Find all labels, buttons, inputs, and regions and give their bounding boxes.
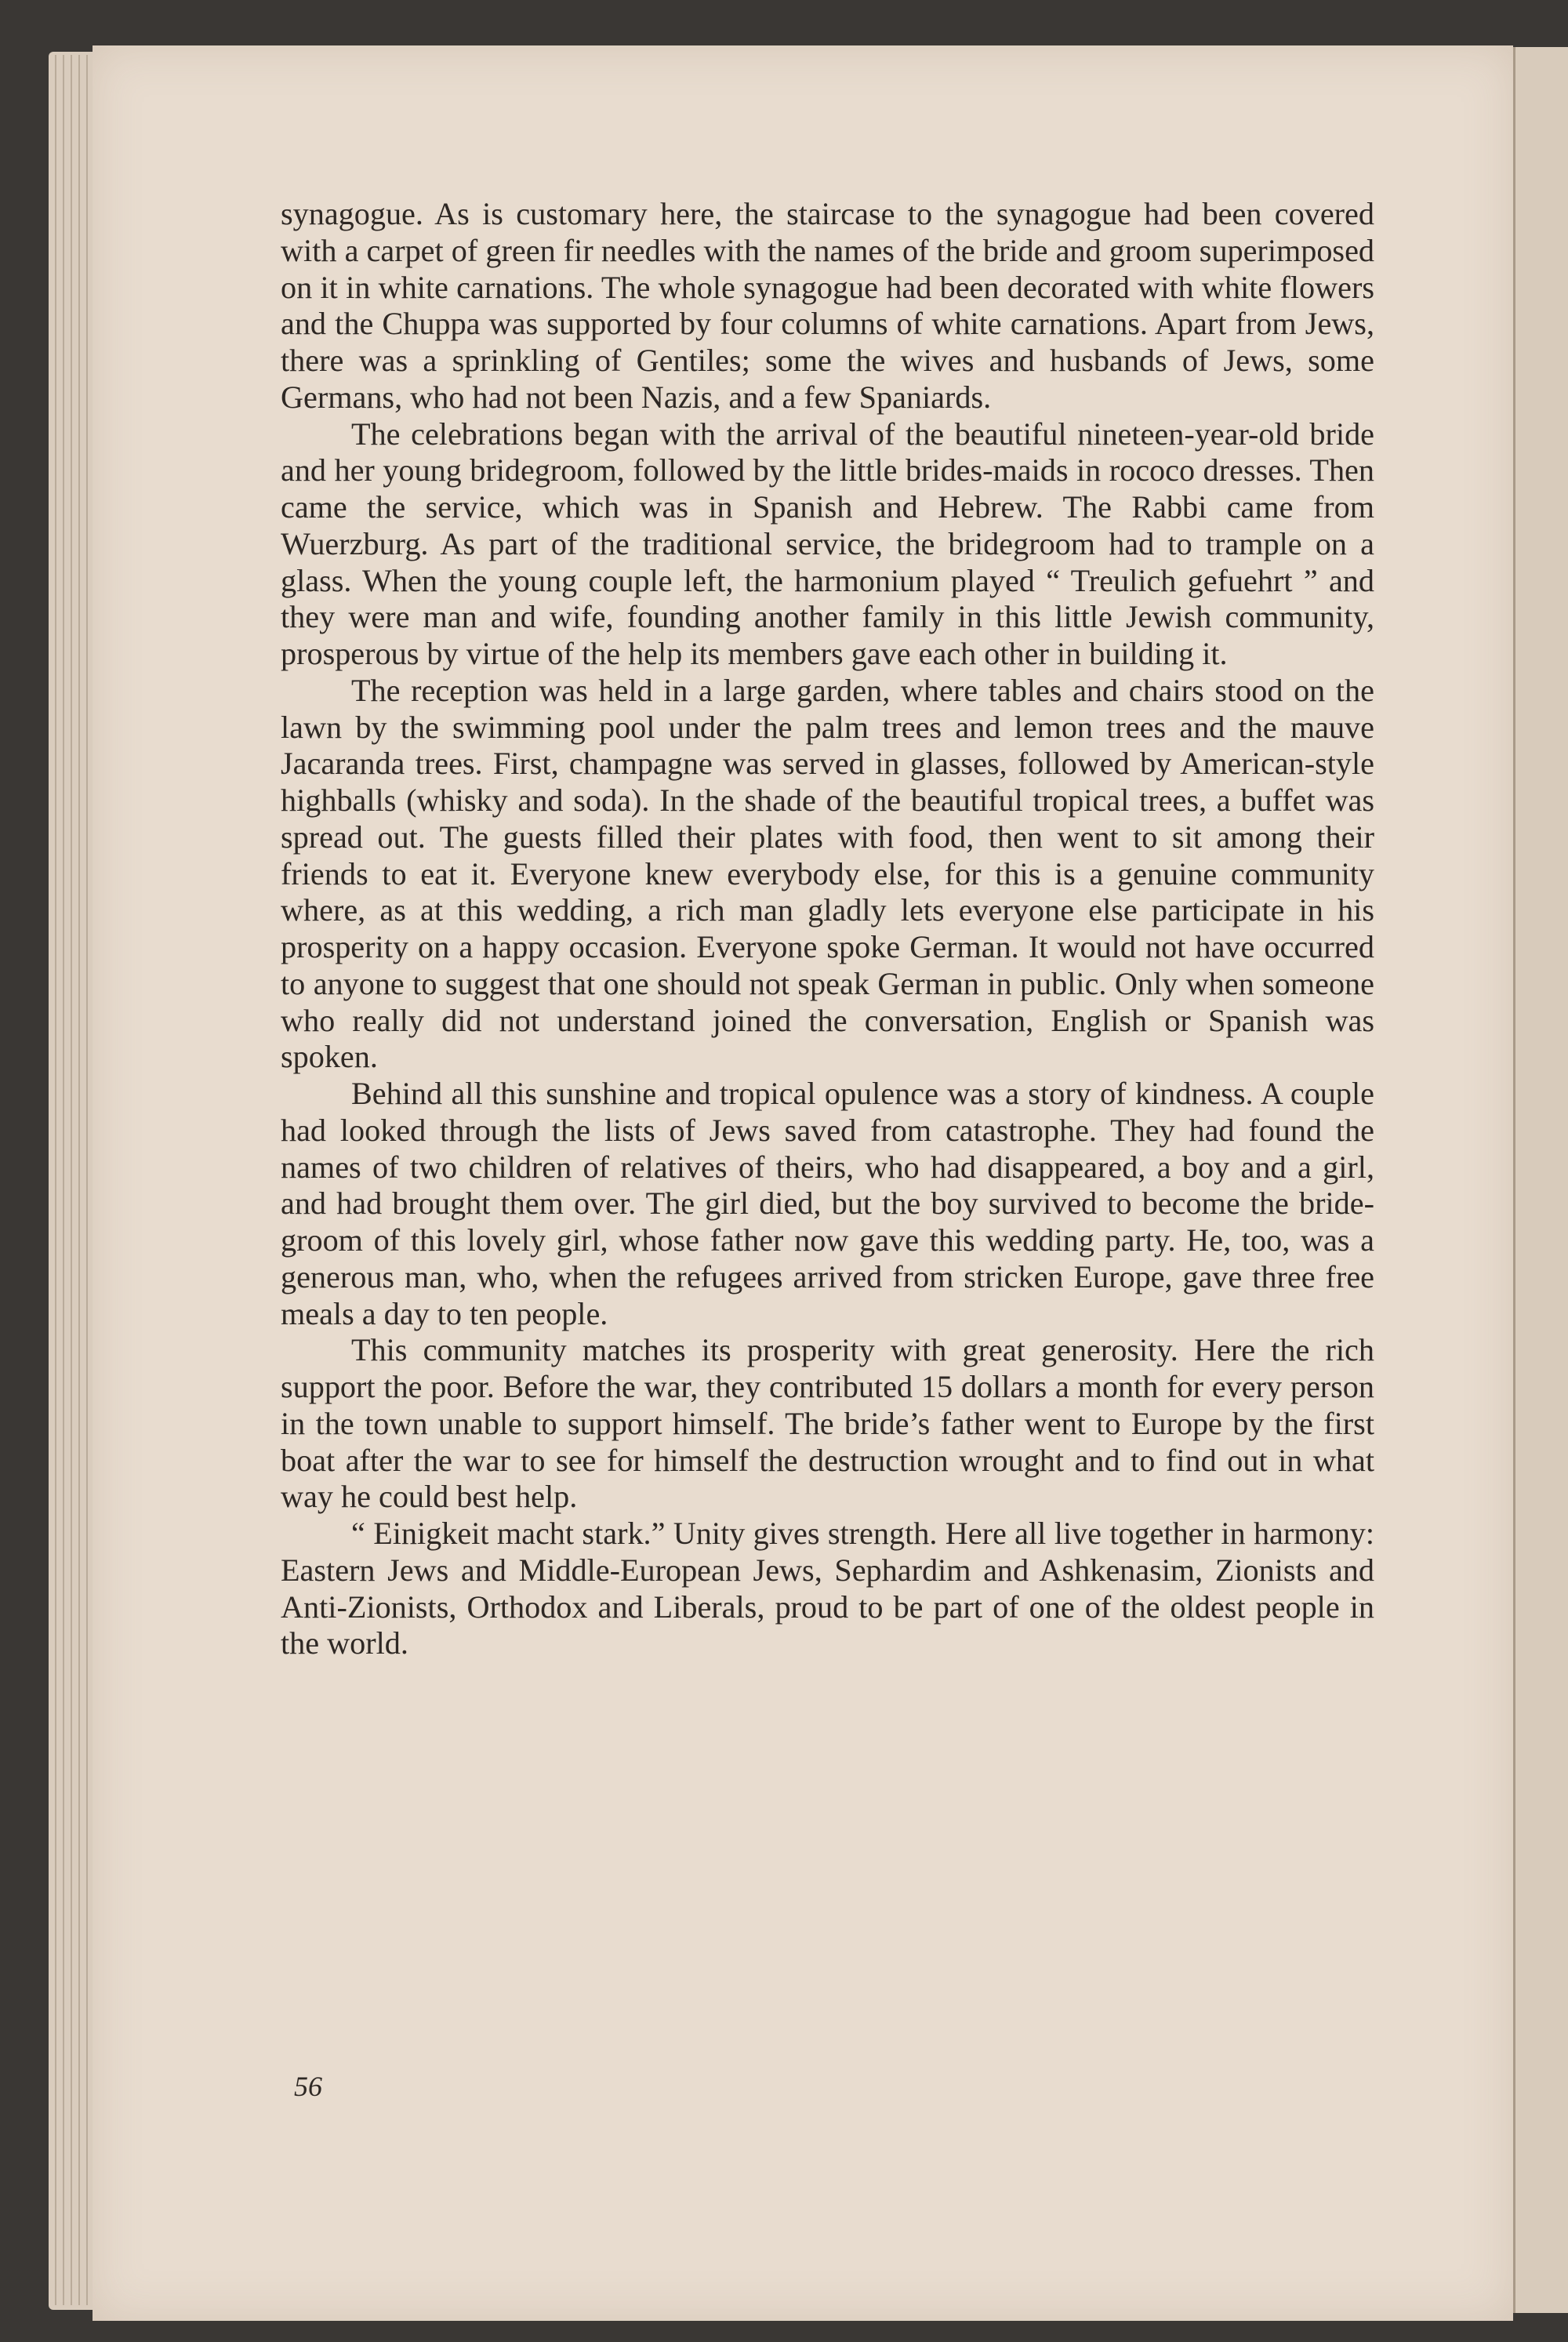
paragraph: The celebrations began with the arrival of the beautiful nineteen-year-old bride and her young bridegroom, followed by the little brides-maids in rococo dresses. Then came the service, which was in Spanish and Hebrew. The Rabbi came from Wuerzburg. As part of the traditional service, the bridegroom had to trample on a glass. When the young couple left, the harmonium played “ Treulich gefuehrt ” and they were man and wife, founding another family in this little Jewish community, prosperous by virtue of the help its members gave each other in building it. [281, 416, 1374, 671]
page-number: 56 [294, 2071, 322, 2102]
facing-page-edge [1513, 47, 1568, 2313]
paragraph: “ Einigkeit macht stark.” Unity gives strength. Here all live together in harmony: Eastern Jews and Middle-European Jews, Sephardim and Ashkenasim, Zionists and Anti-Zionists, Orthodox and Liberals, proud to be part of one of the oldest people in the world. [281, 1516, 1374, 1661]
paragraph: The reception was held in a large garden, where tables and chairs stood on the lawn by the swimming pool under the palm trees and lemon trees and the mauve Jacaranda trees. First, champagne was served in glasses, followed by American-style highballs (whisky and soda). In the shade of the beautiful tropical trees, a buffet was spread out. The guests filled their plates with food, then went to sit among their friends to eat it. Everyone knew everybody else, for this is a genuine community where, as at this wedding, a rich man gladly lets everyone else participate in his prosperity on a happy occasion. Everyone spoke German. It would not have occurred to anyone to suggest that one should not speak German in public. Only when someone who really did not understand joined the conversation, English or Spanish was spoken. [281, 672, 1374, 1075]
page-edge [71, 55, 72, 2305]
paragraph: synagogue. As is customary here, the staircase to the synagogue had been covered with a carpet of green fir needles with the names of the bride and groom superimposed on it in white carnations. The whole synagogue had been decorated with white flowers and the Chuppa was supported by four columns of white carnations. Apart from Jews, there was a sprinkling of Gentiles; some the wives and husbands of Jews, some Germans, who had not been Nazis, and a few Spaniards. [281, 196, 1374, 415]
page-edge [55, 55, 56, 2305]
page-edge [78, 55, 80, 2305]
page-edge [86, 55, 88, 2305]
body-text [281, 196, 1374, 1662]
page-edge [63, 55, 64, 2305]
paragraph: Behind all this sunshine and tropical opulence was a story of kindness. A couple had looked through the lists of Jews saved from catastrophe. They had found the names of two children of relatives of theirs, who had disappeared, a boy and a girl, and had brought them over. The girl died, but the boy survived to become the bride-groom of this lovely girl, whose father now gave this wedding party. He, too, was a generous man, who, when the refugees arrived from stricken Europe, gave three free meals a day to ten people. [281, 1076, 1374, 1331]
paragraph: This community matches its prosperity with great generosity. Here the rich support the poor. Before the war, they contributed 15 dollars a month for every person in the town unable to support himself. The bride’s father went to Europe by the first boat after the war to see for himself the destruction wrought and to find out in what way he could best help. [281, 1332, 1374, 1515]
